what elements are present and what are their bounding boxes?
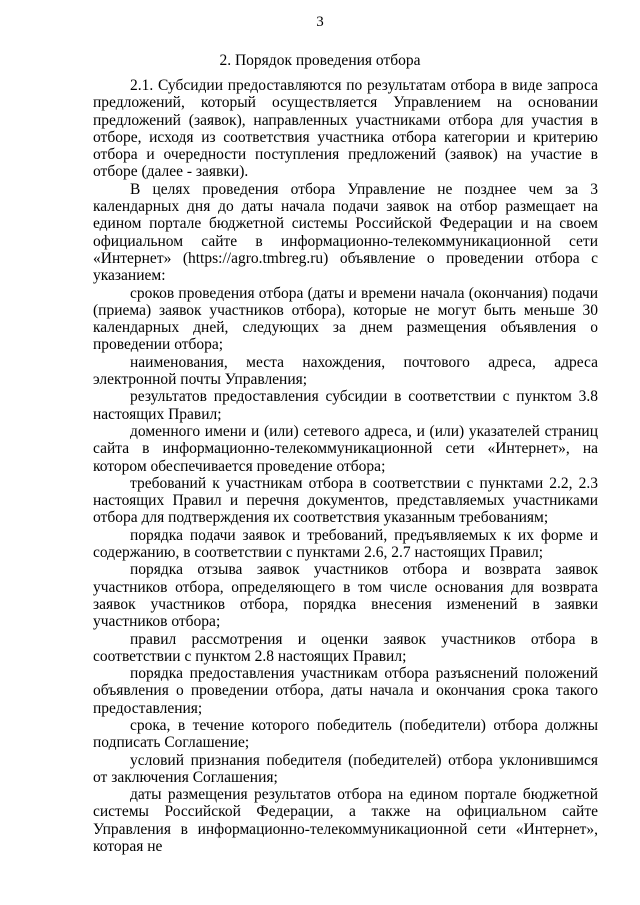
paragraph-2-1: 2.1. Субсидии предоставляются по результатам отбора в виде запроса предложений, который осуществляется Управлением на основании предложений (заявок), направленных участниками отбора для участия в отборе, исходя из соответствия участника отбора категории и критерию отбора и очередности поступления предложений (заявок) на участие в отборе (далее - заявки). — [93, 77, 598, 181]
list-item-deadlines: сроков проведения отбора (даты и времени начала (окончания) подачи (приема) заявок участников отбора), которые не могут быть меньше 30 календарных дней, следующих за днем размещения объявления о проведении отбора; — [93, 284, 598, 354]
list-item-clarifications: порядка предоставления участникам отбора разъяснений положений объявления о проведении отбора, даты начала и окончания срока такого предоставления; — [93, 665, 598, 717]
list-item-evasion: условий признания победителя (победителей) отбора уклонившимся от заключения Соглашения; — [93, 751, 598, 786]
page-number: 3 — [316, 14, 324, 30]
paragraph-announcement-intro: В целях проведения отбора Управление не позднее чем за 3 календарных дня до даты начала подачи заявок на отбор размещает на едином портале бюджетной системы Российской Федерации и на своем официальном сайте в информационно-телекоммуникационной сети «Интернет» (https://agro.tmbreg.ru) объявление о проведении отбора с указанием: — [93, 180, 598, 285]
list-item-results: результатов предоставления субсидии в соответствии с пунктом 3.8 настоящих Правил; — [93, 388, 598, 423]
list-item-contacts: наименования, места нахождения, почтового адреса, адреса электронной почты Управления; — [93, 353, 598, 389]
section-title: 2. Порядок проведения отбора — [219, 52, 421, 69]
list-item-submission: порядка подачи заявок и требований, предъявляемых к их форме и содержанию, в соответствии с пунктами 2.6, 2.7 настоящих Правил; — [93, 526, 598, 562]
document-body — [93, 77, 598, 855]
list-item-withdrawal: порядка отзыва заявок участников отбора и возврата заявок участников отбора, определяющего в том числе основания для возврата заявок участников отбора, порядка внесения изменений в заявки участников отбора; — [93, 561, 598, 631]
list-item-evaluation: правил рассмотрения и оценки заявок участников отбора в соответствии с пунктом 2.8 настоящих Правил; — [93, 630, 598, 665]
list-item-domain: доменного имени и (или) сетевого адреса, и (или) указателей страниц сайта в информационно-телекоммуникационной сети «Интернет», на котором обеспечивается проведение отбора; — [93, 422, 598, 475]
list-item-publication-date: даты размещения результатов отбора на едином портале бюджетной системы Российской Федерации, а также на официальном сайте Управления в информационно-телекоммуникационной сети «Интернет», которая не — [93, 786, 598, 856]
list-item-signing-deadline: срока, в течение которого победитель (победители) отбора должны подписать Соглашение; — [93, 716, 598, 752]
list-item-requirements: требований к участникам отбора в соответствии с пунктами 2.2, 2.3 настоящих Правил и перечня документов, представляемых участниками отбора для подтверждения их соответствия указанным требованиям; — [93, 474, 598, 527]
